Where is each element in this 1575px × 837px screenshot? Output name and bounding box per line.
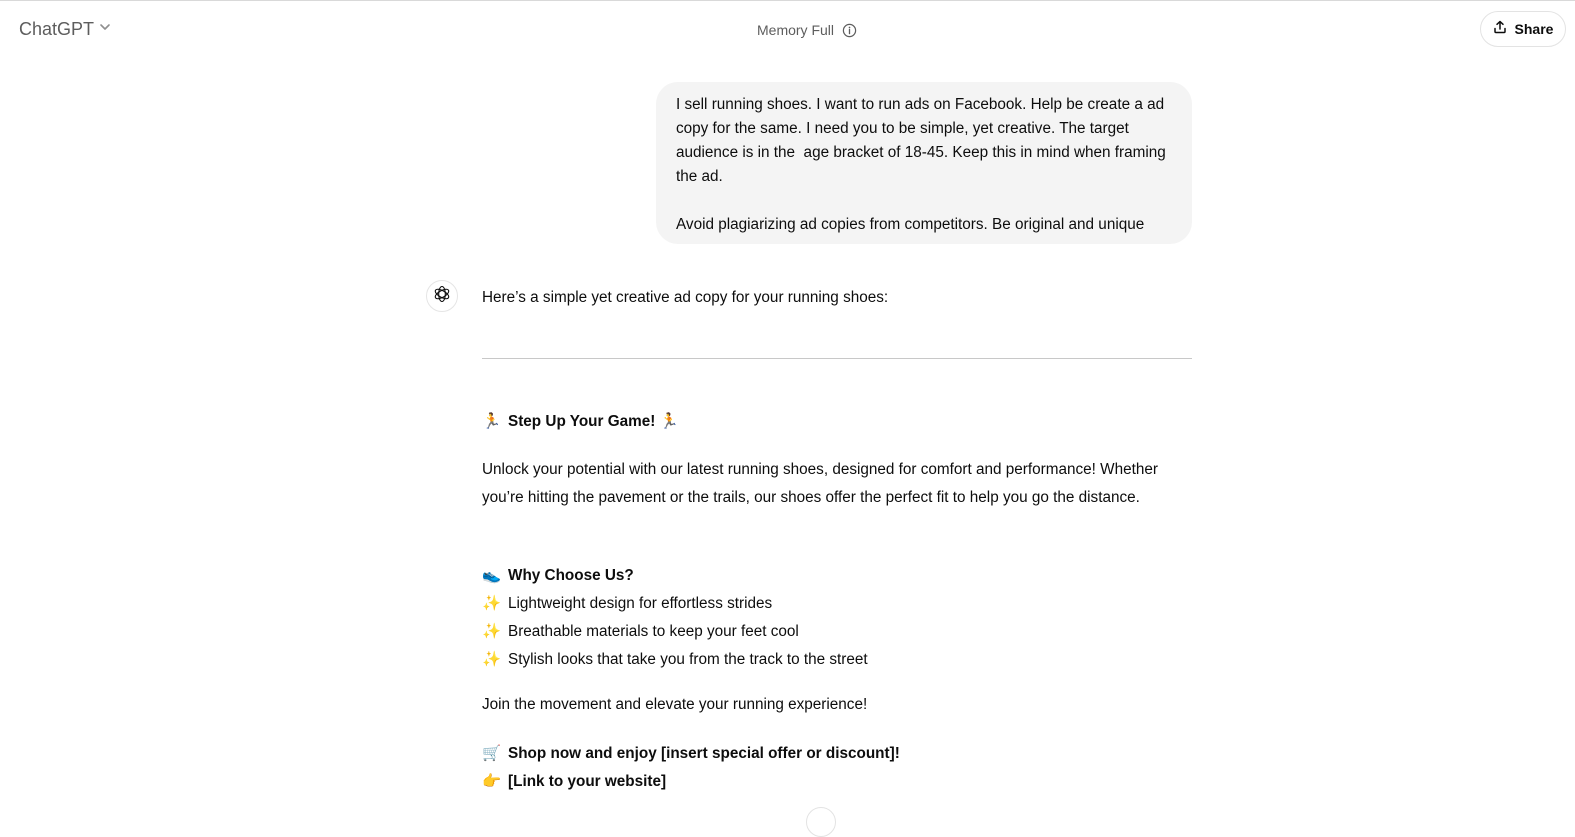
share-upload-icon (1493, 20, 1507, 39)
link-line (482, 768, 900, 796)
list-item-text: Lightweight design for effortless strides (508, 595, 773, 612)
model-selector[interactable] (10, 12, 121, 46)
assistant-message (482, 285, 1192, 790)
list-item (482, 646, 868, 674)
sparkles-emoji: ✨ (482, 651, 502, 668)
list-item (482, 590, 868, 618)
ad-headline-text: Step Up Your Game! (508, 413, 656, 430)
cart-emoji: 🛒 (482, 745, 502, 762)
model-name: ChatGPT (19, 18, 95, 39)
ad-join-line: Join the movement and elevate your running experience! (482, 696, 868, 713)
chevron-down-icon (98, 20, 112, 39)
top-bar (0, 1, 1575, 57)
assistant-avatar (426, 280, 458, 312)
runner-emoji: 🏃 (482, 413, 502, 430)
runner-emoji: 🏃 (659, 413, 679, 430)
sparkles-emoji: ✨ (482, 595, 502, 612)
divider (482, 358, 1192, 359)
benefits-section (482, 562, 868, 674)
list-item-text: Breathable materials to keep your feet cool (508, 623, 799, 640)
share-button[interactable] (1480, 11, 1566, 47)
memory-status-text: Memory Full (757, 22, 835, 38)
benefits-title (482, 562, 868, 590)
user-message-paragraph: I sell running shoes. I want to run ads on Facebook. Help be create a ad copy for the same. I need you to be simple, yet creative. The target audience is in the age bracket of 18-45. Keep this in mind when framing the ad. (676, 96, 1171, 185)
link-line-text: [Link to your website] (508, 773, 667, 790)
share-label: Share (1514, 21, 1554, 37)
pointing-hand-emoji: 👉 (482, 773, 502, 790)
user-message-paragraph: Avoid plagiarizing ad copies from competitors. Be original and unique (676, 216, 1145, 233)
sparkles-emoji: ✨ (482, 623, 502, 640)
user-message-bubble (656, 82, 1192, 244)
list-item-text: Stylish looks that take you from the track to the street (508, 651, 868, 668)
shop-line-text: Shop now and enjoy [insert special offer or discount]! (508, 745, 900, 762)
scroll-down-button[interactable] (806, 807, 836, 837)
ad-headline (482, 410, 679, 434)
openai-logo-icon (432, 284, 452, 309)
info-icon[interactable] (842, 23, 857, 38)
ad-cta (482, 740, 900, 796)
list-item (482, 618, 868, 646)
memory-status (757, 19, 857, 41)
assistant-intro: Here’s a simple yet creative ad copy for your running shoes: (482, 289, 889, 306)
shop-line (482, 740, 900, 768)
ad-body: Unlock your potential with our latest running shoes, designed for comfort and performance! Whether you’re hitting the pavement or the trails, our shoes offer the perfect fit to help you go the distance. (482, 461, 1158, 506)
benefits-title-text: Why Choose Us? (508, 567, 634, 584)
shoe-emoji: 👟 (482, 567, 502, 584)
